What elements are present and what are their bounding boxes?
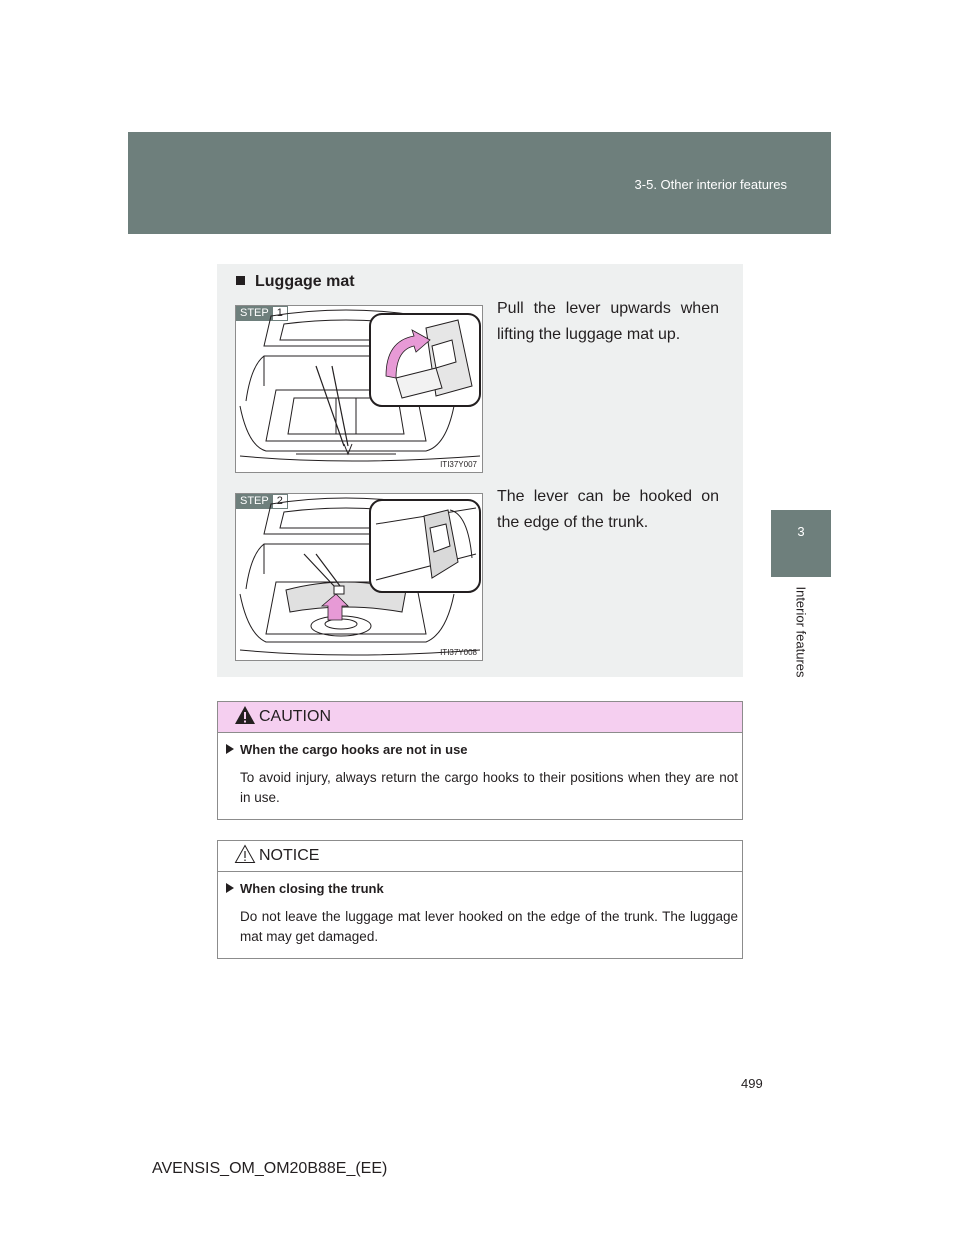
step1-figure-code: ITI37Y007 (440, 460, 477, 469)
notice-header (218, 841, 742, 872)
bullet-triangle-icon (226, 883, 234, 893)
step2-figure-code: ITI37Y008 (440, 648, 477, 657)
step2-number: 2 (273, 494, 288, 509)
step1-illustration (235, 305, 483, 473)
warning-icon (234, 705, 256, 725)
trunk-open-drawing (236, 306, 483, 473)
caution-header (218, 702, 742, 733)
step2-text: The lever can be hooked on the edge of the trunk. (497, 488, 719, 531)
notice-subtitle (226, 881, 384, 896)
bullet-square-icon (236, 276, 245, 285)
step1-label: STEP (236, 306, 273, 321)
page-number: 499 (741, 1076, 763, 1091)
trunk-lever-hooked-drawing (236, 494, 483, 661)
section-title-text: Luggage mat (255, 273, 355, 290)
step1-text: Pull the lever upwards when lifting the luggage mat up. (497, 300, 719, 343)
notice-title: NOTICE (259, 847, 320, 864)
header-band (128, 132, 831, 234)
caution-body: To avoid injury, always return the cargo hooks to their positions when they are not in use. (240, 770, 738, 805)
section-title (236, 273, 355, 291)
caution-title: CAUTION (259, 708, 331, 725)
section-heading: 3-5. Other interior features (634, 177, 787, 192)
caution-box (217, 701, 743, 820)
footer-document-code: AVENSIS_OM_OM20B88E_(EE) (152, 1160, 388, 1177)
step2-illustration (235, 493, 483, 661)
caution-subtitle (226, 742, 468, 757)
step2-label: STEP (236, 494, 273, 509)
step1-number: 1 (273, 306, 288, 321)
chapter-label: Interior features (793, 586, 809, 678)
chapter-tab (771, 510, 831, 577)
notice-box (217, 840, 743, 959)
chapter-number: 3 (797, 524, 805, 539)
bullet-triangle-icon (226, 744, 234, 754)
notice-warning-icon (234, 844, 256, 864)
caution-subtitle-text: When the cargo hooks are not in use (240, 742, 468, 757)
notice-subtitle-text: When closing the trunk (240, 881, 384, 896)
notice-body: Do not leave the luggage mat lever hooked on the edge of the trunk. The luggage mat may get damaged. (240, 909, 738, 944)
chapter-label-container (771, 577, 831, 687)
